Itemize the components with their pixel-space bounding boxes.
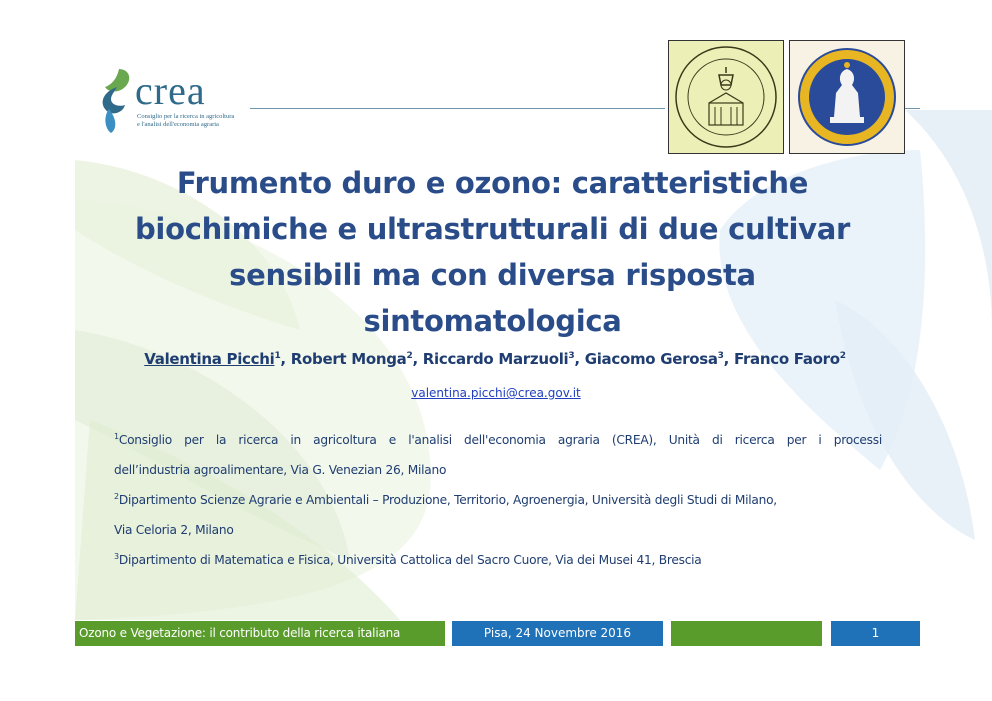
affiliation-text: Dipartimento di Matematica e Fisica, Università Cattolica del Sacro Cuore, Via dei Musei 41, Brescia: [118, 553, 702, 567]
author-list: Valentina Picchi$^1$, Robert Monga$^2$, Riccardo Marzuoli$^3$, Giacomo Gerosa$^3$, Franco Faoro$^2$: [144, 350, 846, 368]
universita-cattolica-seal: [789, 40, 905, 154]
crea-logo: [95, 65, 245, 140]
author-name: Robert Monga: [290, 350, 407, 368]
affiliation-list: [114, 428, 882, 578]
author-affiliation-mark: 2: [406, 351, 413, 361]
crea-leaf-logo-icon: [95, 65, 135, 137]
affiliation-1-line-1: [114, 428, 882, 458]
title-line-2: biochimiche e ultrastrutturali di due cultivar: [134, 212, 851, 246]
header-divider: [250, 108, 665, 109]
affiliation-2-line-1: [114, 488, 882, 518]
crea-tagline: [137, 113, 247, 129]
author-affiliation-mark: 1: [274, 351, 281, 361]
author-name: Franco Faoro: [733, 350, 840, 368]
author-name: Giacomo Gerosa: [584, 350, 718, 368]
affiliation-text: Dipartimento Scienze Agrarie e Ambientali – Produzione, Territorio, Agroenergia, Università degli Studi di Milano,: [118, 493, 777, 507]
crea-wordmark: crea: [135, 68, 206, 113]
title-line-1: Frumento duro e ozono: caratteristiche: [176, 166, 809, 200]
footer-spacer-bar: [671, 621, 822, 646]
presentation-title: [110, 160, 875, 344]
universita-cattolica-seal-icon: [790, 41, 904, 153]
universita-milano-seal-icon: [669, 41, 783, 153]
header-divider-right: [905, 108, 920, 109]
affiliation-text: Consiglio per la ricerca in agricoltura e l'analisi dell'economia agraria (CREA), Unità di ricerca per i processi: [118, 433, 882, 447]
affiliation-2-line-2: Via Celoria 2, Milano: [114, 523, 234, 537]
affiliation-3-line-1: [114, 548, 882, 578]
author-affiliation-mark: 3: [717, 351, 724, 361]
author-affiliation-mark: 3: [568, 351, 575, 361]
affiliation-number: 3: [114, 551, 119, 561]
affiliation-number: 1: [114, 431, 119, 441]
crea-tagline-line1: Consiglio per la ricerca in agricoltura: [137, 113, 235, 120]
universita-milano-seal: [668, 40, 784, 154]
affiliation-1-line-2: dell’industria agroalimentare, Via G. Venezian 26, Milano: [114, 463, 447, 477]
footer-page-number: 1: [831, 621, 920, 646]
contact-email-link[interactable]: valentina.picchi@crea.gov.it: [411, 386, 581, 400]
author-name: Riccardo Marzuoli: [422, 350, 569, 368]
title-line-4: sintomatologica: [363, 304, 622, 338]
affiliation-number: 2: [114, 491, 119, 501]
author-name: Valentina Picchi: [144, 350, 275, 368]
footer-event-label: Ozono e Vegetazione: il contributo della ricerca italiana: [75, 621, 445, 646]
footer-date-label: Pisa, 24 Novembre 2016: [452, 621, 663, 646]
crea-tagline-line2: e l'analisi dell'economia agraria: [137, 121, 219, 128]
author-affiliation-mark: 2: [839, 351, 846, 361]
title-line-3: sensibili ma con diversa risposta: [229, 258, 756, 292]
